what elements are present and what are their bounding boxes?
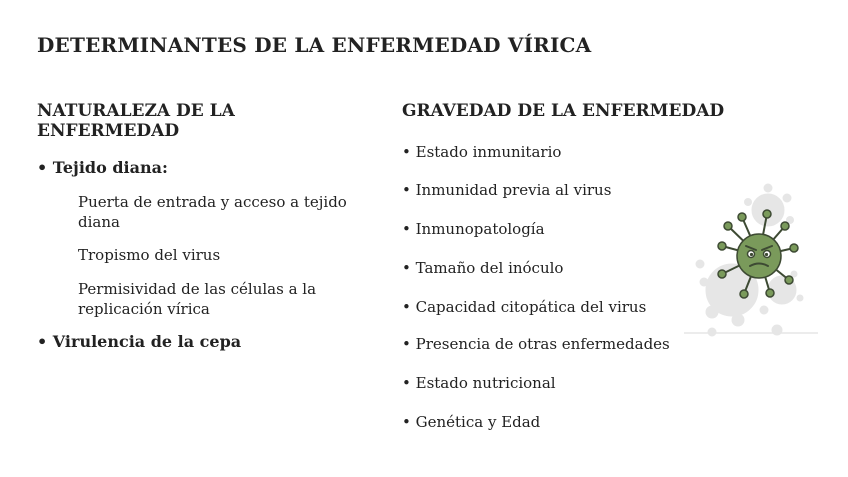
subitem-puerta-entrada: Puerta de entrada y acceso a tejido diana	[78, 193, 347, 231]
bullet-tejido-diana: • Tejido diana:	[37, 158, 168, 177]
left-heading: NATURALEZA DE LA ENFERMEDAD	[37, 101, 235, 141]
list-item: • Inmunopatología	[402, 220, 545, 238]
list-item: • Tamaño del inóculo	[402, 259, 564, 277]
bullet-virulencia: • Virulencia de la cepa	[37, 332, 242, 351]
list-item: • Inmunidad previa al virus	[402, 181, 612, 199]
slide-title: DETERMINANTES DE LA ENFERMEDAD VÍRICA	[37, 33, 592, 57]
list-item: • Presencia de otras enfermedades	[402, 335, 670, 353]
subitem-tropismo: Tropismo del virus	[78, 246, 221, 264]
virus-illustration	[682, 182, 822, 337]
virus-icon	[682, 182, 822, 337]
subitem-permisividad: Permisividad de las células a la replicación vírica	[78, 280, 317, 318]
list-item: • Capacidad citopática del virus	[402, 298, 647, 316]
right-column	[402, 101, 725, 431]
left-column	[37, 101, 367, 352]
list-item: • Estado nutricional	[402, 374, 556, 392]
list-item: • Genética y Edad	[402, 413, 541, 431]
right-heading: GRAVEDAD DE LA ENFERMEDAD	[402, 101, 725, 121]
list-item: • Estado inmunitario	[402, 143, 562, 161]
